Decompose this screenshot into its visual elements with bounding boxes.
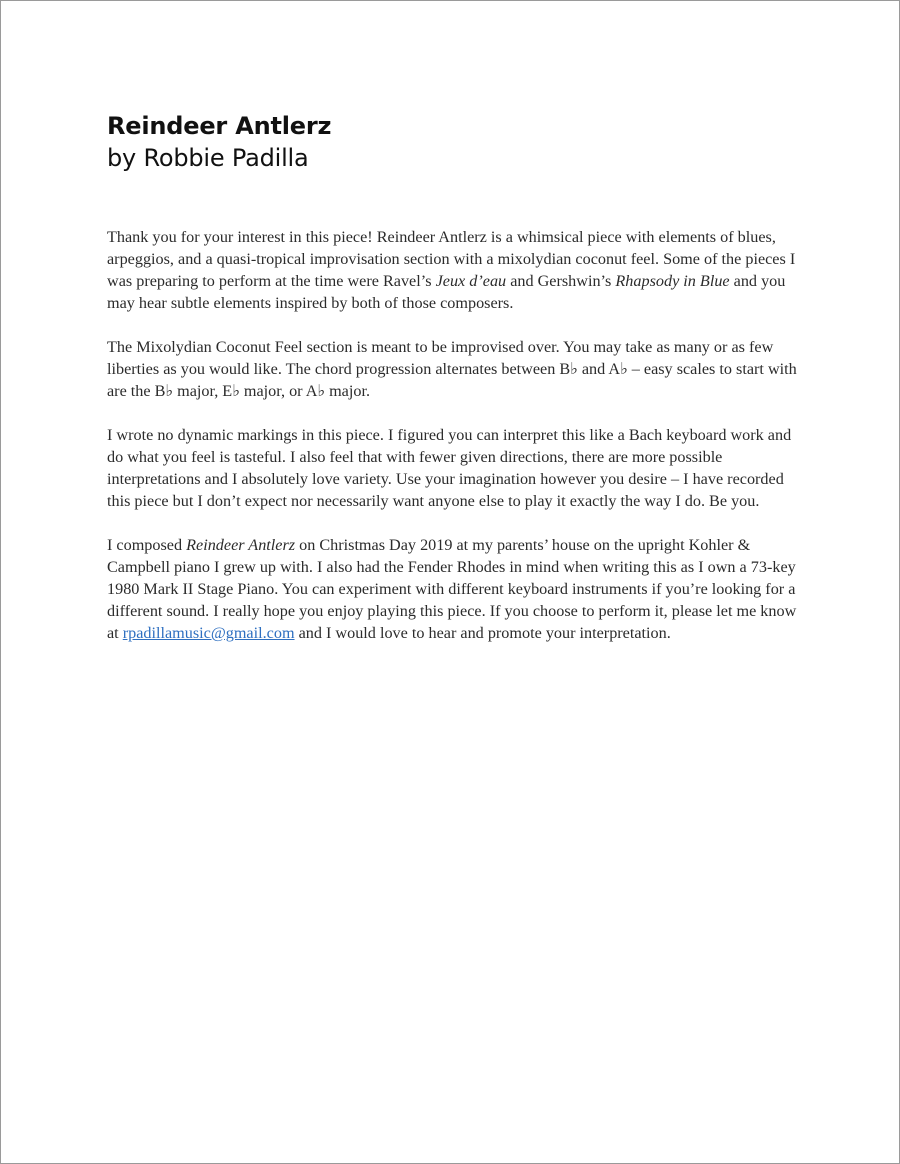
improvisation-paragraph: The Mixolydian Coconut Feel section is meant to be improvised over. You may take as many or as few liberties as you would like. The chord progression alternates between B♭ and A♭ – easy scales to start with are the B♭ major, E♭ major, or A♭ major. (107, 338, 797, 400)
composition-text-b: on Christmas Day 2019 at my parents’ house on the upright Kohler & Campbell piano I grew up with. I also had the Fender Rhodes in mind when writing this as I own a 73-key 1980 Mark II Stage Piano. You can experiment with different keyboard instruments if you’re looking for a different sound. I really hope you enjoy playing this piece. If you choose to perform it, please let me know at (107, 536, 797, 642)
document-title: Reindeer Antlerz (107, 112, 332, 140)
composition-italic-title: Reindeer Antlerz (186, 536, 296, 554)
composition-text-c: and I would love to hear and promote your interpretation. (294, 624, 671, 642)
intro-text-a: Thank you for your interest in this piece! Reindeer Antlerz is a whimsical piece with elements of blues, arpeggios, and a quasi-tropical improvisation section with a mixolydian coconut feel. Some of the pieces I was preparing to perform at the time were Ravel’s (107, 228, 796, 290)
document-subtitle: by Robbie Padilla (107, 144, 309, 172)
intro-text-c: and you may hear subtle elements inspired by both of those composers. (107, 272, 786, 312)
intro-text-b: and Gershwin’s (506, 272, 616, 290)
composition-paragraph (107, 534, 797, 644)
document-content (107, 110, 797, 666)
document-body (107, 226, 797, 644)
intro-italic-rhapsody-in-blue: Rhapsody in Blue (615, 272, 730, 290)
intro-paragraph (107, 226, 797, 314)
intro-italic-jeux-deau: Jeux d’eau (435, 272, 507, 290)
email-link[interactable]: rpadillamusic@gmail.com (122, 624, 295, 642)
composition-text-a: I composed (107, 536, 187, 554)
dynamics-paragraph: I wrote no dynamic markings in this piece. I figured you can interpret this like a Bach keyboard work and do what you feel is tasteful. I also feel that with fewer given directions, there are more possible interpretations and I absolutely love variety. Use your imagination however you desire – I have recorded this piece but I don’t expect nor necessarily want anyone else to play it exactly the way I do. Be you. (107, 426, 792, 510)
